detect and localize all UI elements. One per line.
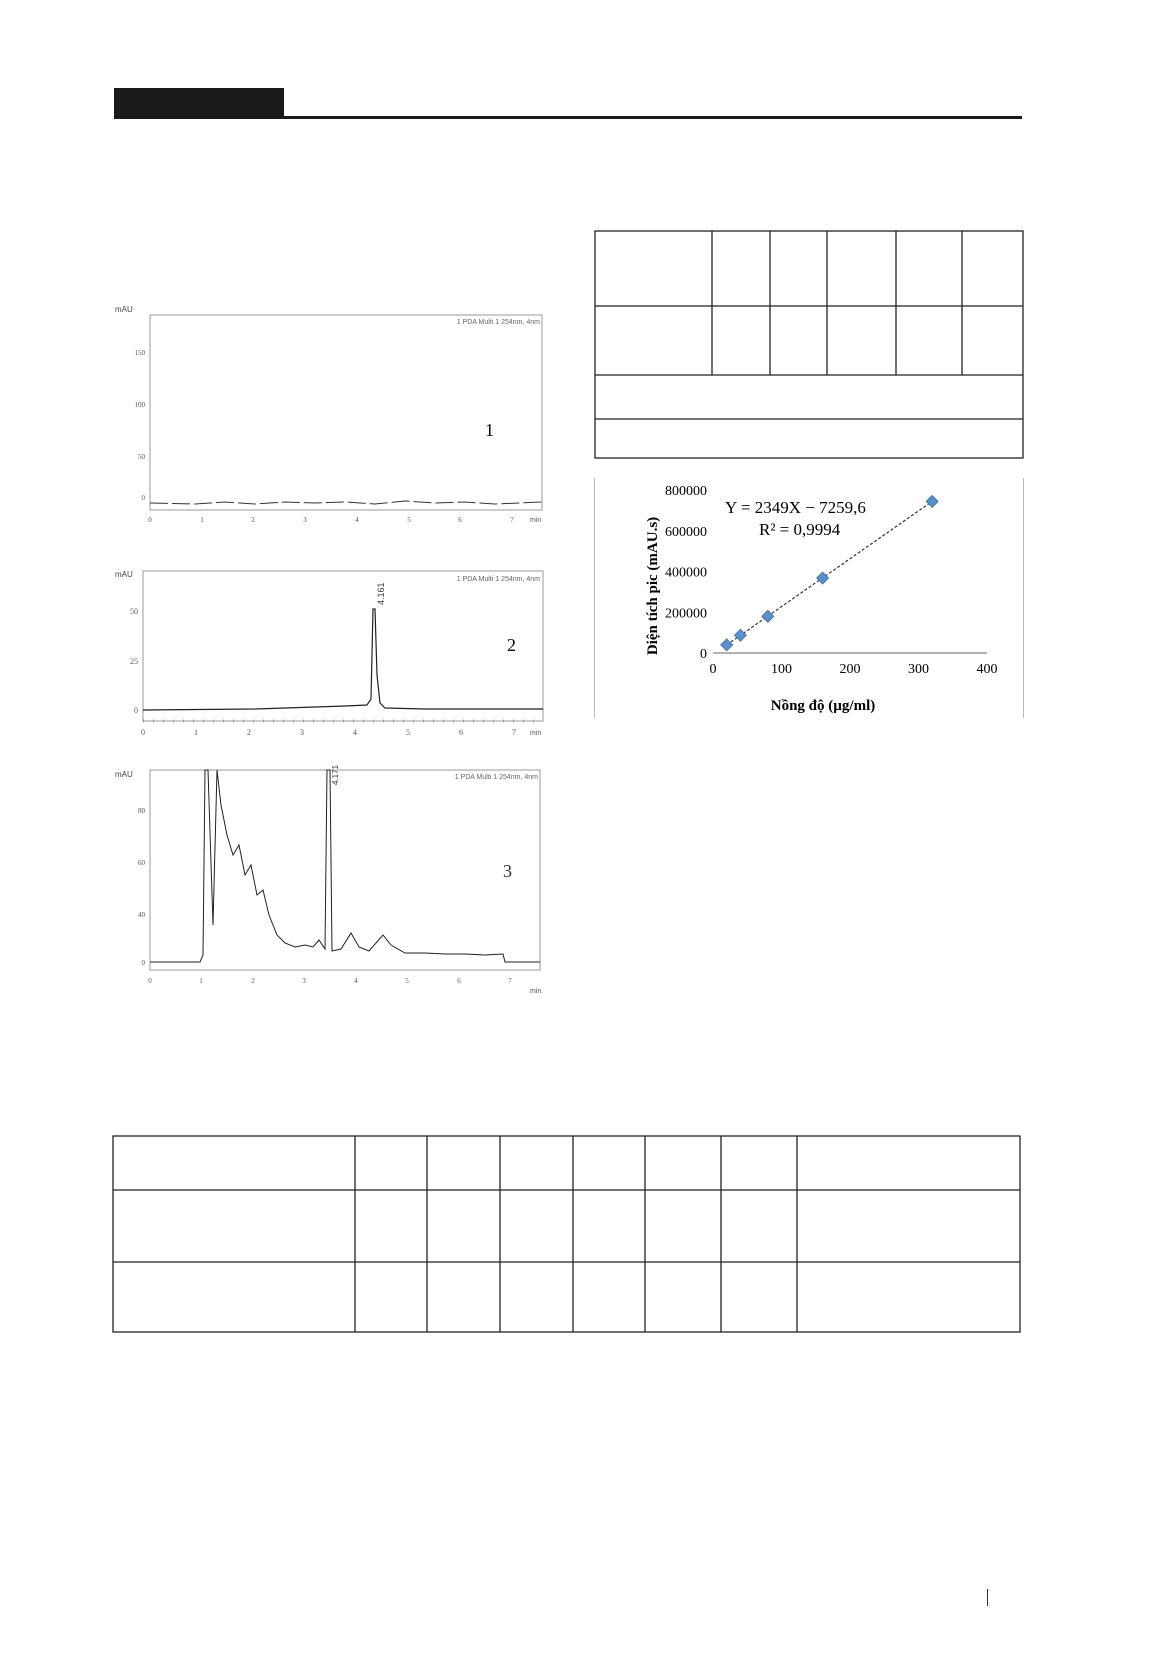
x-tick-label: 200 (839, 662, 861, 677)
y-tick: 25 (130, 657, 138, 666)
table-frame (113, 1136, 1020, 1332)
x-tick: 2 (247, 728, 251, 737)
x-tick-label: 100 (771, 662, 792, 677)
legend-text: 1 PDA Multi 1 254nm, 4nm (454, 774, 538, 781)
x-tick: 2 (251, 977, 255, 985)
x-tick-label: 0 (709, 662, 717, 677)
x-tick: 5 (406, 728, 410, 737)
x-tick: 5 (407, 516, 411, 524)
y-tick: 0 (141, 959, 145, 967)
x-unit-label: min (530, 988, 542, 995)
x-tick: 4 (354, 977, 358, 985)
y-tick: 80 (138, 807, 145, 815)
y-axis-label: Diện tích pic (mAU.s) (645, 516, 661, 656)
table-frame (595, 231, 1023, 458)
data-point (762, 610, 774, 622)
x-tick: 7 (510, 516, 514, 524)
x-tick: 2 (251, 516, 255, 524)
x-ticks (141, 728, 516, 737)
x-tick: 0 (148, 977, 152, 985)
y-tick-label: 600000 (665, 524, 707, 540)
x-tick: 1 (194, 728, 198, 737)
chromatogram-1 (105, 300, 545, 530)
y-tick-label: 200000 (665, 606, 707, 622)
y-tick: 0 (134, 706, 138, 715)
panel-label: 1 (485, 420, 494, 440)
data-point (734, 629, 746, 641)
legend-text: 1 PDA Multi 1 254nm, 4nm (456, 576, 540, 583)
signal-trace (143, 609, 543, 710)
table-top-right (594, 230, 1024, 460)
x-ticks (710, 662, 998, 677)
legend-text: 1 PDA Multi 1 254nm, 4nm (456, 319, 540, 326)
plot-frame (150, 315, 542, 510)
y-tick: 100 (134, 401, 145, 409)
r-squared: R² = 0,9994 (759, 520, 841, 539)
x-tick: 1 (199, 977, 203, 985)
y-tick: 50 (138, 453, 145, 461)
x-ticks (148, 516, 514, 524)
chromatogram-3 (105, 765, 545, 995)
x-tick-label: 300 (908, 662, 929, 677)
y-ticks (135, 349, 146, 502)
y-tick: 40 (138, 911, 145, 919)
x-tick: 3 (300, 728, 304, 737)
y-tick: 50 (130, 607, 138, 616)
peak-label: 4.171 (331, 764, 340, 785)
y-ticks (665, 484, 707, 662)
y-tick: 150 (134, 349, 145, 357)
y-ticks (130, 607, 138, 715)
x-tick: 6 (458, 516, 462, 524)
x-ticks (148, 977, 512, 985)
y-tick-label: 400000 (665, 565, 707, 581)
trendline-equation: Y = 2349X − 7259,6 (725, 498, 866, 517)
x-tick: 0 (148, 516, 152, 524)
x-tick: 4 (353, 728, 357, 737)
plot-frame (143, 571, 543, 721)
x-tick: 0 (141, 728, 145, 737)
page-number-rule (987, 1589, 988, 1606)
y-tick-label: 800000 (665, 484, 707, 499)
x-tick: 3 (303, 516, 307, 524)
panel-label: 3 (503, 861, 512, 881)
x-unit-label: min (530, 730, 542, 737)
y-tick: 60 (138, 859, 145, 867)
table-bottom (112, 1135, 1022, 1335)
header-block (114, 88, 284, 116)
y-unit-label: mAU (115, 770, 133, 779)
chromatogram-2 (105, 565, 545, 745)
x-tick: 4 (355, 516, 359, 524)
data-point (926, 495, 938, 507)
x-tick: 5 (405, 977, 409, 985)
y-tick: 0 (141, 494, 145, 502)
y-unit-label: mAU (115, 305, 133, 314)
x-tick: 6 (457, 977, 461, 985)
x-tick: 6 (459, 728, 463, 737)
signal-trace (150, 770, 540, 962)
x-unit-label: min (530, 517, 542, 524)
y-unit-label: mAU (115, 570, 133, 579)
x-tick: 7 (508, 977, 512, 985)
y-tick-label: 0 (700, 647, 707, 662)
calibration-chart (594, 478, 1024, 718)
x-tick-label: 400 (976, 662, 998, 677)
panel-label: 2 (507, 635, 516, 655)
peak-label: 4.161 (376, 582, 386, 605)
x-tick: 1 (200, 516, 204, 524)
baseline-trace (150, 501, 542, 504)
data-point (721, 639, 733, 651)
x-axis-label: Nồng độ (µg/ml) (770, 698, 876, 714)
y-ticks (138, 807, 146, 967)
x-tick: 7 (512, 728, 516, 737)
header-rule (114, 116, 1022, 119)
data-point (817, 572, 829, 584)
x-tick: 3 (302, 977, 306, 985)
